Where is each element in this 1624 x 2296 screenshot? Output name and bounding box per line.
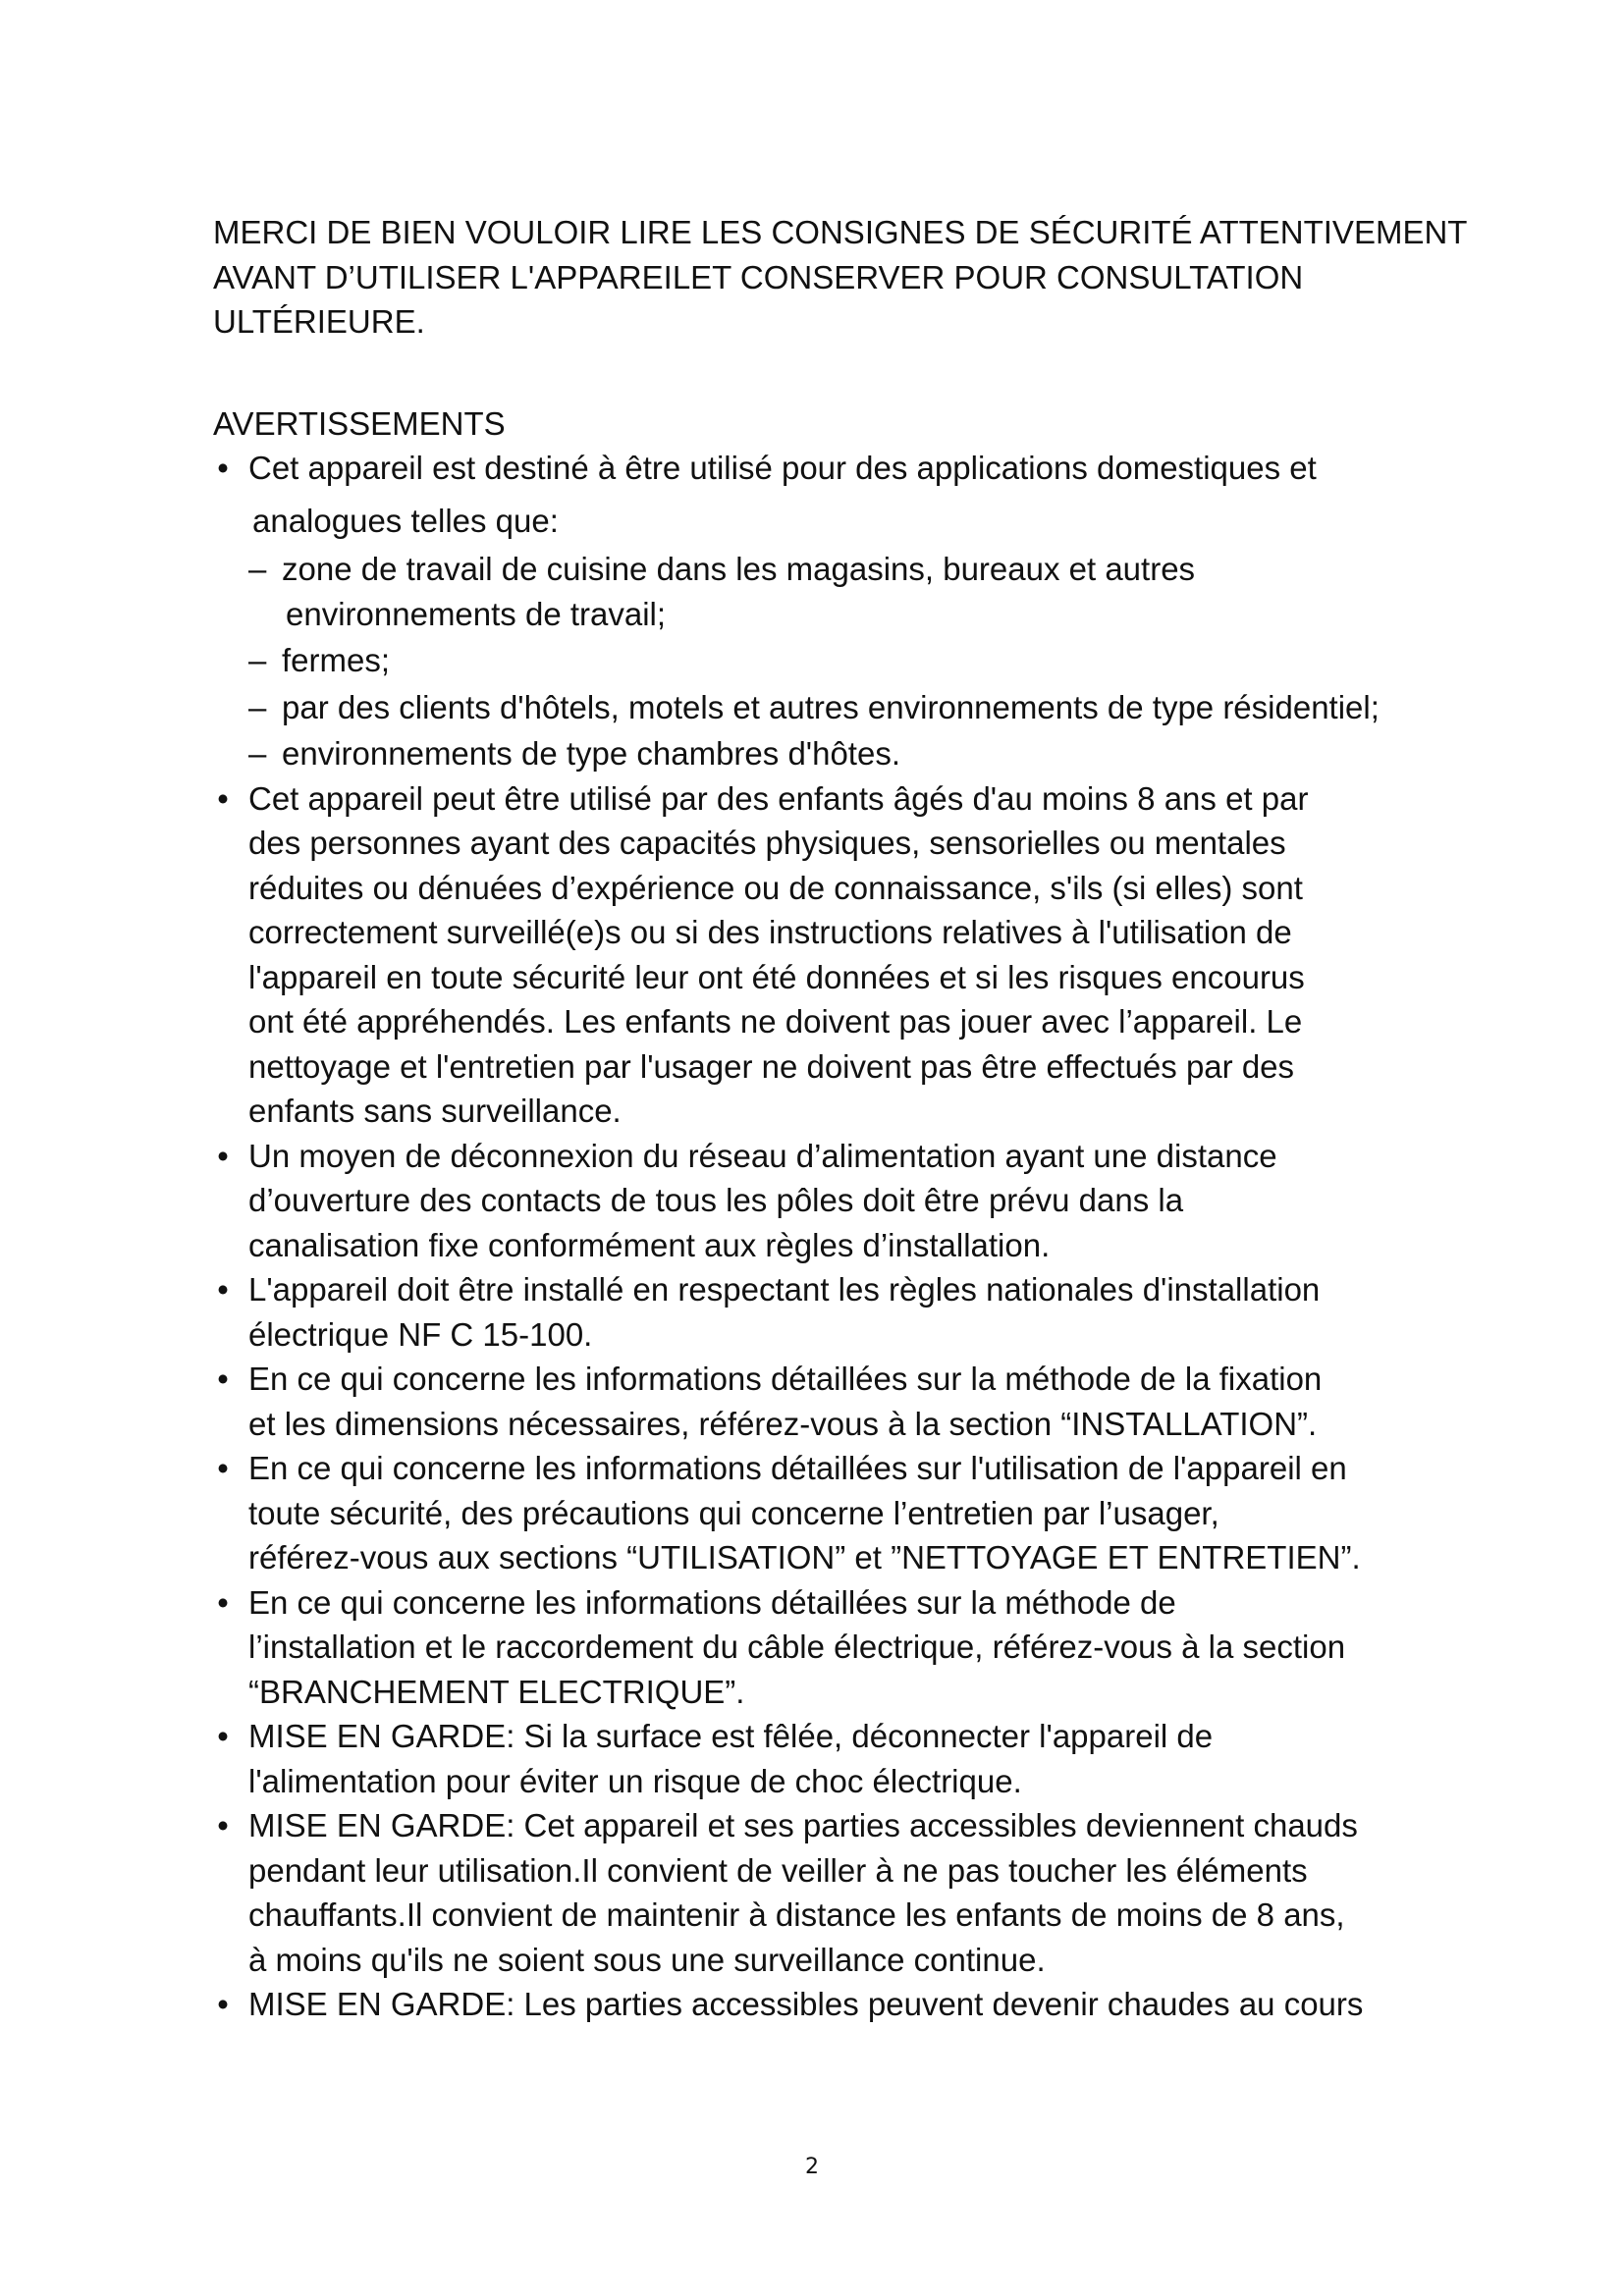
warning-item xyxy=(213,1267,1489,1357)
warning-line: toute sécurité, des précautions qui concerne l’entretien par l’usager, xyxy=(248,1494,1219,1531)
sub-item-line: par des clients d'hôtels, motels et autres environnements de type résidentiel; xyxy=(282,688,1380,725)
warning-line: des personnes ayant des capacités physiques, sensorielles ou mentales xyxy=(248,825,1286,861)
warning-line: et les dimensions nécessaires, référez-vous à la section “INSTALLATION”. xyxy=(248,1405,1318,1442)
warning-line: En ce qui concerne les informations détaillées sur la méthode de xyxy=(248,1583,1176,1621)
warning-line: électrique NF C 15-100. xyxy=(248,1315,593,1353)
intro-line: ULTÉRIEURE. xyxy=(213,303,425,340)
bullet-icon: • xyxy=(217,779,229,817)
warning-line: nettoyage et l'entretien par l'usager ne doivent pas être effectués par des xyxy=(248,1047,1295,1085)
warning-item xyxy=(213,1803,1489,1982)
bullet-icon: • xyxy=(217,1718,229,1754)
document-page xyxy=(213,210,1489,2027)
warning-item xyxy=(213,1446,1489,1580)
warning-item xyxy=(213,1714,1489,1803)
warning-item xyxy=(213,1580,1489,1715)
sub-item xyxy=(213,638,1489,683)
warning-item xyxy=(213,1357,1489,1446)
bullet-icon: • xyxy=(217,1583,229,1621)
sub-item-line: environnements de travail; xyxy=(286,595,667,632)
warning-line: analogues telles que: xyxy=(252,502,559,539)
dash-icon: – xyxy=(248,642,267,678)
warning-line: MISE EN GARDE: Les parties accessibles peuvent devenir chaudes au cours xyxy=(248,1986,1364,2022)
sub-item-line: fermes; xyxy=(282,642,391,678)
warning-line: MISE EN GARDE: Cet appareil et ses parties accessibles deviennent chauds xyxy=(248,1807,1358,1843)
warning-line: ont été appréhendés. Les enfants ne doivent pas jouer avec l’appareil. Le xyxy=(248,1003,1303,1040)
warning-line: pendant leur utilisation.Il convient de veiller à ne pas toucher les éléments xyxy=(248,1851,1308,1889)
intro-notice xyxy=(213,210,1489,345)
sub-item xyxy=(213,685,1489,730)
warning-line: “BRANCHEMENT ELECTRIQUE”. xyxy=(248,1673,745,1710)
bullet-icon: • xyxy=(217,1450,229,1486)
warning-line: d’ouverture des contacts de tous les pôles doit être prévu dans la xyxy=(248,1182,1184,1218)
bullet-icon: • xyxy=(217,1137,229,1174)
warning-item xyxy=(213,1982,1489,2027)
bullet-icon: • xyxy=(217,1271,229,1308)
warning-line: En ce qui concerne les informations détaillées sur la méthode de la fixation xyxy=(248,1361,1323,1397)
bullet-icon: • xyxy=(217,1986,229,2022)
warning-line: MISE EN GARDE: Si la surface est fêlée, déconnecter l'appareil de xyxy=(248,1718,1214,1754)
warning-line: l'alimentation pour éviter un risque de choc électrique. xyxy=(248,1762,1022,1799)
page-number: 2 xyxy=(805,2155,819,2179)
warning-line: Cet appareil peut être utilisé par des enfants âgés d'au moins 8 ans et par xyxy=(248,779,1309,817)
warning-line: En ce qui concerne les informations détaillées sur l'utilisation de l'appareil en xyxy=(248,1450,1347,1486)
warning-line: Un moyen de déconnexion du réseau d’alimentation ayant une distance xyxy=(248,1137,1277,1174)
warning-line: à moins qu'ils ne soient sous une surveillance continue. xyxy=(248,1941,1046,1978)
warnings-list xyxy=(213,446,1489,2027)
warning-line: Cet appareil est destiné à être utilisé pour des applications domestiques et xyxy=(248,450,1317,486)
intro-line: AVANT D’UTILISER L'APPAREILET CONSERVER POUR CONSULTATION xyxy=(213,258,1304,295)
dash-icon: – xyxy=(248,688,267,725)
section-heading: AVERTISSEMENTS xyxy=(213,404,506,442)
sub-item-line: zone de travail de cuisine dans les magasins, bureaux et autres xyxy=(282,551,1196,587)
warning-line: chauffants.Il convient de maintenir à distance les enfants de moins de 8 ans, xyxy=(248,1896,1345,1933)
warning-item xyxy=(213,446,1489,543)
dash-icon: – xyxy=(248,735,267,772)
sub-item xyxy=(213,731,1489,776)
warning-line: l'appareil en toute sécurité leur ont été données et si les risques encourus xyxy=(248,958,1305,995)
bullet-icon: • xyxy=(217,1807,229,1843)
warning-line: enfants sans surveillance. xyxy=(248,1093,622,1129)
sub-item xyxy=(213,547,1489,636)
warning-line: référez-vous aux sections “UTILISATION” et ”NETTOYAGE ET ENTRETIEN”. xyxy=(248,1539,1361,1575)
warning-item xyxy=(213,776,1489,1134)
warning-line: correctement surveillé(e)s ou si des instructions relatives à l'utilisation de xyxy=(248,914,1292,950)
sub-list xyxy=(213,547,1489,776)
intro-line: MERCI DE BIEN VOULOIR LIRE LES CONSIGNES DE SÉCURITÉ ATTENTIVEMENT xyxy=(213,214,1468,250)
dash-icon: – xyxy=(248,551,267,587)
bullet-icon: • xyxy=(217,450,229,486)
warning-line: L'appareil doit être installé en respectant les règles nationales d'installation xyxy=(248,1271,1321,1308)
warning-line: l’installation et le raccordement du câble électrique, référez-vous à la section xyxy=(248,1629,1346,1665)
sub-item-line: environnements de type chambres d'hôtes. xyxy=(282,735,900,772)
bullet-icon: • xyxy=(217,1361,229,1397)
warning-line: canalisation fixe conformément aux règles d’installation. xyxy=(248,1226,1051,1263)
warning-item xyxy=(213,1134,1489,1268)
warning-line: réduites ou dénuées d’expérience ou de connaissance, s'ils (si elles) sont xyxy=(248,869,1303,906)
